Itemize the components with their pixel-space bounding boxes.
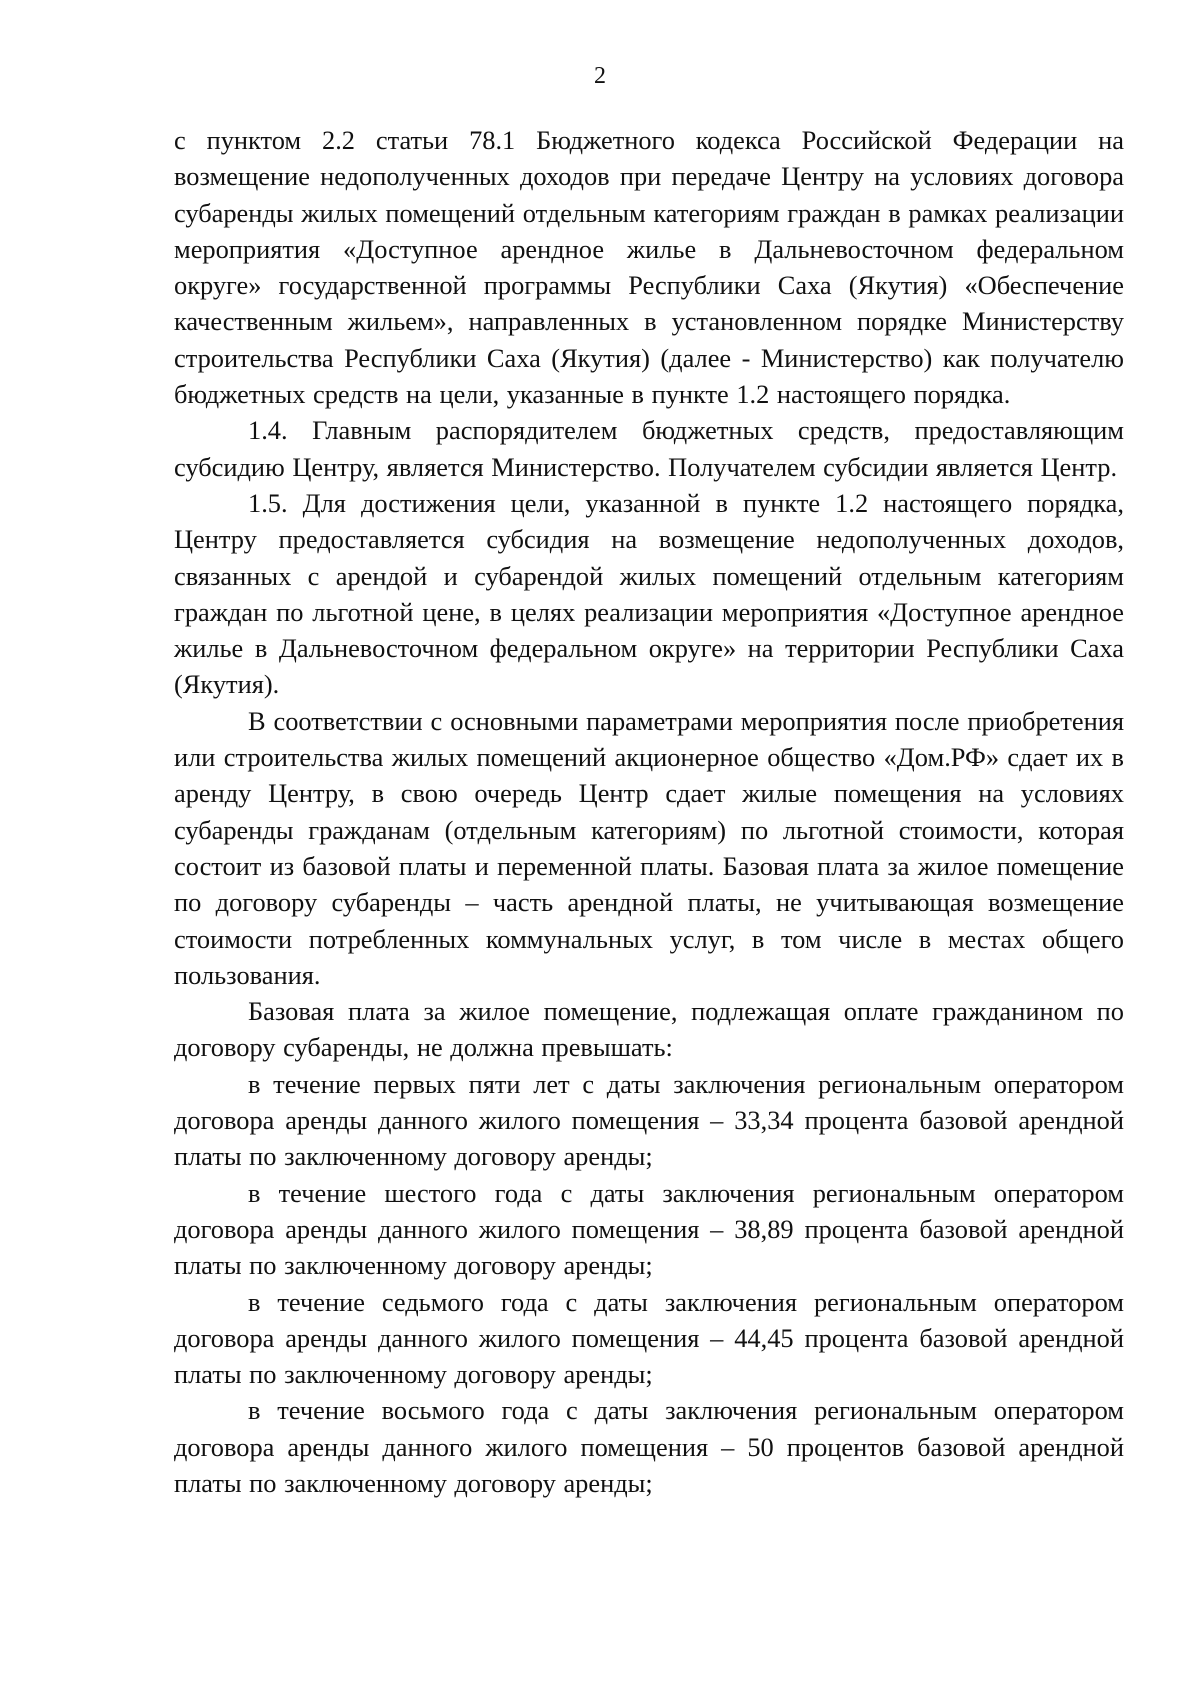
page-number: 2: [594, 63, 606, 89]
document-body: [174, 122, 1124, 1501]
list-item-sixth-year: в течение шестого года с даты заключения региональным оператором договора аренды данного жилого помещения – 38,89 процента базовой арендной платы по заключенному договору аренды;: [174, 1177, 1124, 1281]
list-item-seventh-year: в течение седьмого года с даты заключения региональным оператором договора аренды данного жилого помещения – 44,45 процента базовой арендной платы по заключенному договору аренды;: [174, 1286, 1124, 1390]
list-item-first-five-years: в течение первых пяти лет с даты заключения региональным оператором договора аренды данного жилого помещения – 33,34 процента базовой арендной платы по заключенному договору аренды;: [174, 1068, 1124, 1172]
paragraph-parameters: В соответствии с основными параметрами мероприятия после приобретения или строительства жилых помещений акционерное общество «Дом.РФ» сдает их в аренду Центру, в свою очередь Центр сдает жилые помещения на условиях субаренды гражданам (отдельным категориям) по льготной стоимости, которая состоит из базовой платы и переменной платы. Базовая плата за жилое помещение по договору субаренды – часть арендной платы, не учитывающая возмещение стоимости потребленных коммунальных услуг, в том числе в местах общего пользования.: [174, 705, 1124, 990]
paragraph-clause-1-4: 1.4. Главным распорядителем бюджетных средств, предоставляющим субсидию Центру, является Министерство. Получателем субсидии является Центр.: [174, 415, 1124, 482]
paragraph-continuation: с пунктом 2.2 статьи 78.1 Бюджетного кодекса Российской Федерации на возмещение недополученных доходов при передаче Центру на условиях договора субаренды жилых помещений отдельным категориям граждан в рамках реализации мероприятия «Доступное арендное жилье в Дальневосточном федеральном округе» государственной программы Республики Саха (Якутия) «Обеспечение качественным жильем», направленных в установленном порядке Министерству строительства Республики Саха (Якутия) (далее - Министерство) как получателю бюджетных средств на цели, указанные в пункте 1.2 настоящего порядка.: [174, 125, 1124, 410]
list-item-eighth-year: в течение восьмого года с даты заключения региональным оператором договора аренды данного жилого помещения – 50 процентов базовой арендной платы по заключенному договору аренды;: [174, 1395, 1124, 1498]
paragraph-base-fee: Базовая плата за жилое помещение, подлежащая оплате гражданином по договору субаренды, не должна превышать:: [174, 996, 1124, 1063]
paragraph-clause-1-5: 1.5. Для достижения цели, указанной в пункте 1.2 настоящего порядка, Центру предоставляется субсидия на возмещение недополученных доходов, связанных с арендой и субарендой жилых помещений отдельным категориям граждан по льготной цене, в целях реализации мероприятия «Доступное арендное жилье в Дальневосточном федеральном округе» на территории Республики Саха (Якутия).: [174, 487, 1124, 700]
